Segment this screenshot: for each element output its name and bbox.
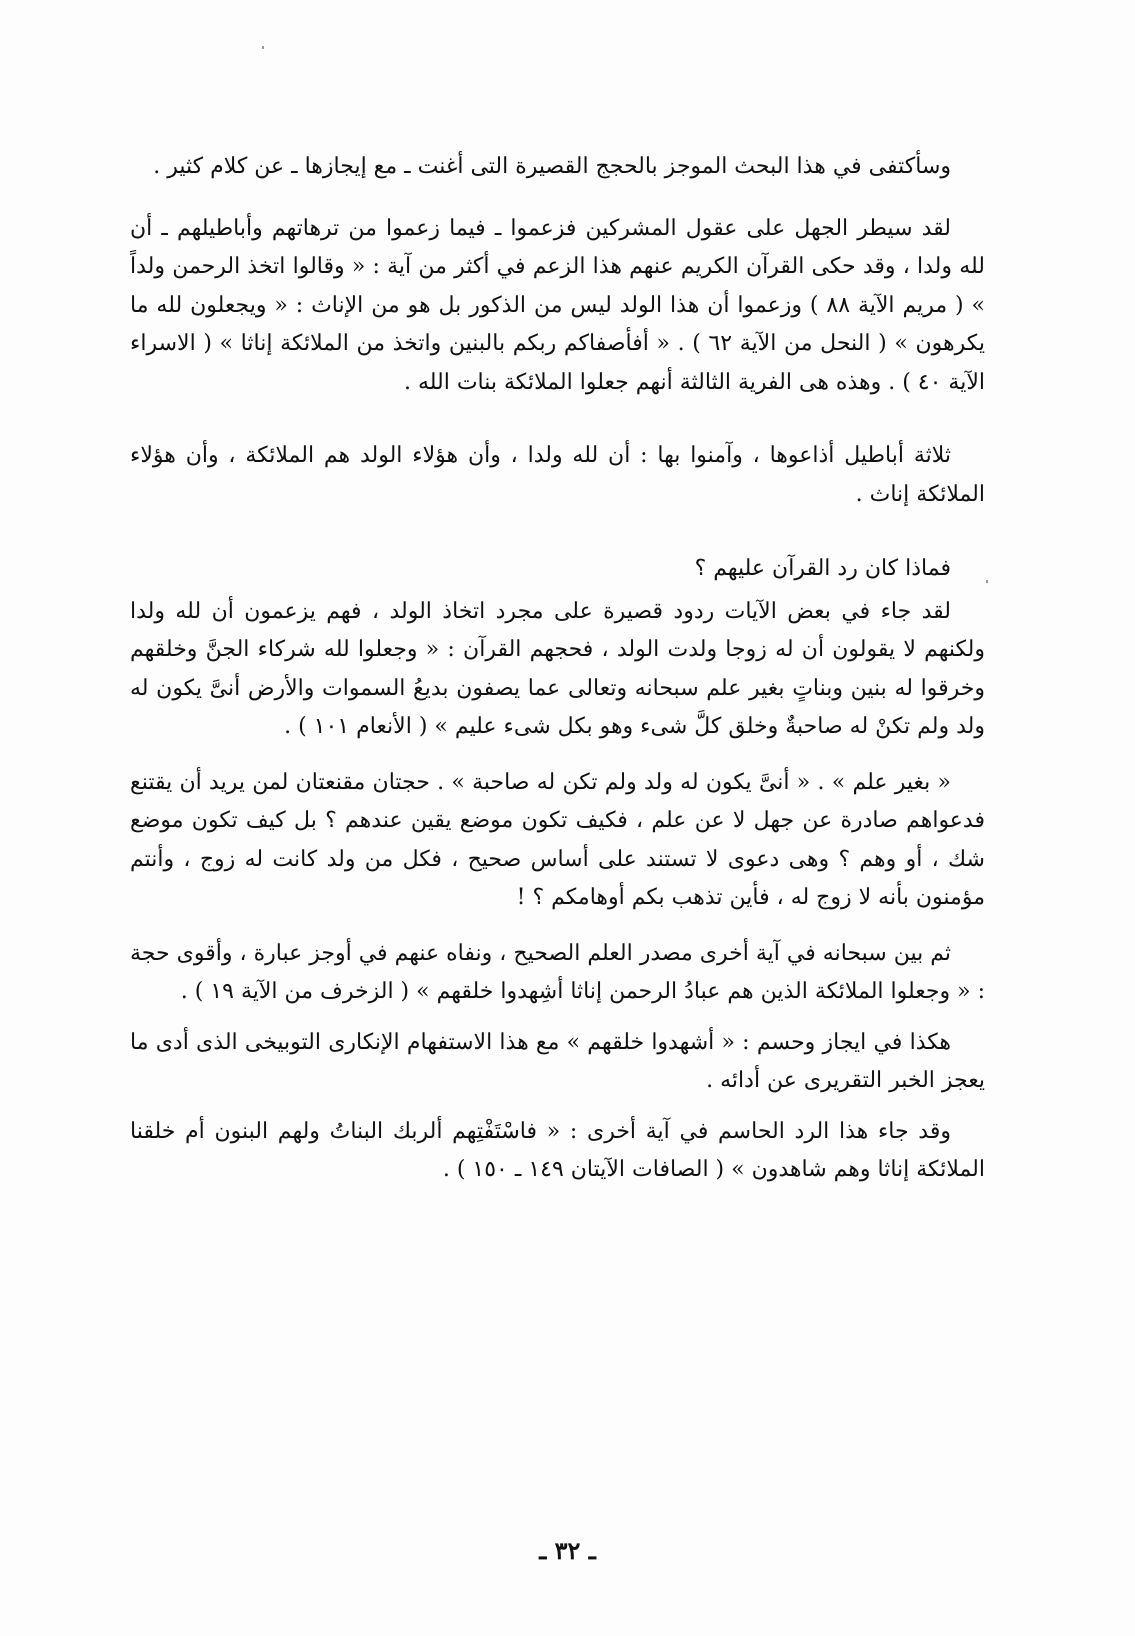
paragraph-two-arguments: « بغير علم » . « أنىَّ يكون له ولد ولم تكن له صاحبة » . حجتان مقنعتان لمن يريد أن يقتنع فدعواهم صادرة عن جهل لا عن علم ، فكيف تكون موضع يقين عندهم ؟ بل كيف تكون موضع شك ، أو وهم ؟ وهى دعوى لا تستند على أساس صحيح ، فكل من ولد كانت له زوج ، وأنتم مؤمنون بأنه لا زوج له ، فأين تذهب بكم أوهامكم ؟ ! bbox=[130, 769, 985, 910]
scan-speck bbox=[986, 580, 988, 583]
paragraph-concise: هكذا في ايجاز وحسم : « أشهدوا خلقهم » مع هذا الاستفهام الإنكارى التوبيخى الذى أدى ما يعجز الخبر التقريرى عن أدائه . bbox=[130, 1029, 985, 1093]
paragraph-saffat: وقد جاء هذا الرد الحاسم في آية أخرى : « فاسْتَفْتِهم ألربك البناتُ ولهم البنون أم خلقنا الملائكة إناثا وهم شاهدون » ( الصافات الآيتان ١٤٩ ـ ١٥٠ ) . bbox=[130, 1118, 985, 1182]
page-number: ـ ٣٢ ـ bbox=[539, 1536, 596, 1565]
body-text bbox=[130, 148, 985, 1190]
paragraph-claims: لقد سيطر الجهل على عقول المشركين فزعموا ـ فيما زعموا من ترهاتهم وأباطيلهم ـ أن لله ولدا ، وقد حكى القرآن الكريم عنهم هذا الزعم في أكثر من آية : « وقالوا اتخذ الرحمن ولداً » ( مريم الآية ٨٨ ) وزعموا أن هذا الولد ليس من الذكور بل هو من الإناث : « ويجعلون لله ما يكرهون » ( النحل من الآية ٦٢ ) . « أفأصفاكم ربكم بالبنين واتخذ من الملائكة إناثا » ( الاسراء الآية ٤٠ ) . وهذه هى الفرية الثالثة أنهم جعلوا الملائكة بنات الله . bbox=[130, 215, 986, 395]
paragraph-intro: وسأكتفى في هذا البحث الموجز بالحجج القصيرة التى أغنت ـ مع إيجازها ـ عن كلام كثير . bbox=[153, 154, 951, 179]
paragraph-three-falsehoods: ثلاثة أباطيل أذاعوها ، وآمنوا بها : أن لله ولدا ، وأن هؤلاء الولد هم الملائكة ، وأن هؤلاء الملائكة إناث . bbox=[130, 443, 985, 507]
paragraph-zukhruf: ثم بين سبحانه في آية أخرى مصدر العلم الصحيح ، ونفاه عنهم في أوجز عبارة ، وأقوى حجة : « وجعلوا الملائكة الذين هم عبادُ الرحمن إناثا أشِهدوا خلقهم » ( الزخرف من الآية ١٩ ) . bbox=[130, 940, 985, 1004]
paragraph-reply-anam: لقد جاء في بعض الآيات ردود قصيرة على مجرد اتخاذ الولد ، فهم يزعمون أن لله ولدا ولكنهم لا يقولون أن له زوجا ولدت الولد ، فحجهم القرآن : « وجعلوا لله شركاء الجنَّ وخلقهم وخرقوا له بنين وبناتٍ بغير علم سبحانه وتعالى عما يصفون بديعُ السموات والأرض أنىَّ يكون له ولد ولم تكنْ له صاحبةٌ وخلق كلَّ شىء وهو بكل شىء عليم » ( الأنعام ١٠١ ) . bbox=[130, 598, 985, 739]
paragraph-question: فماذا كان رد القرآن عليهم ؟ bbox=[694, 556, 951, 581]
scan-speck bbox=[262, 46, 264, 49]
